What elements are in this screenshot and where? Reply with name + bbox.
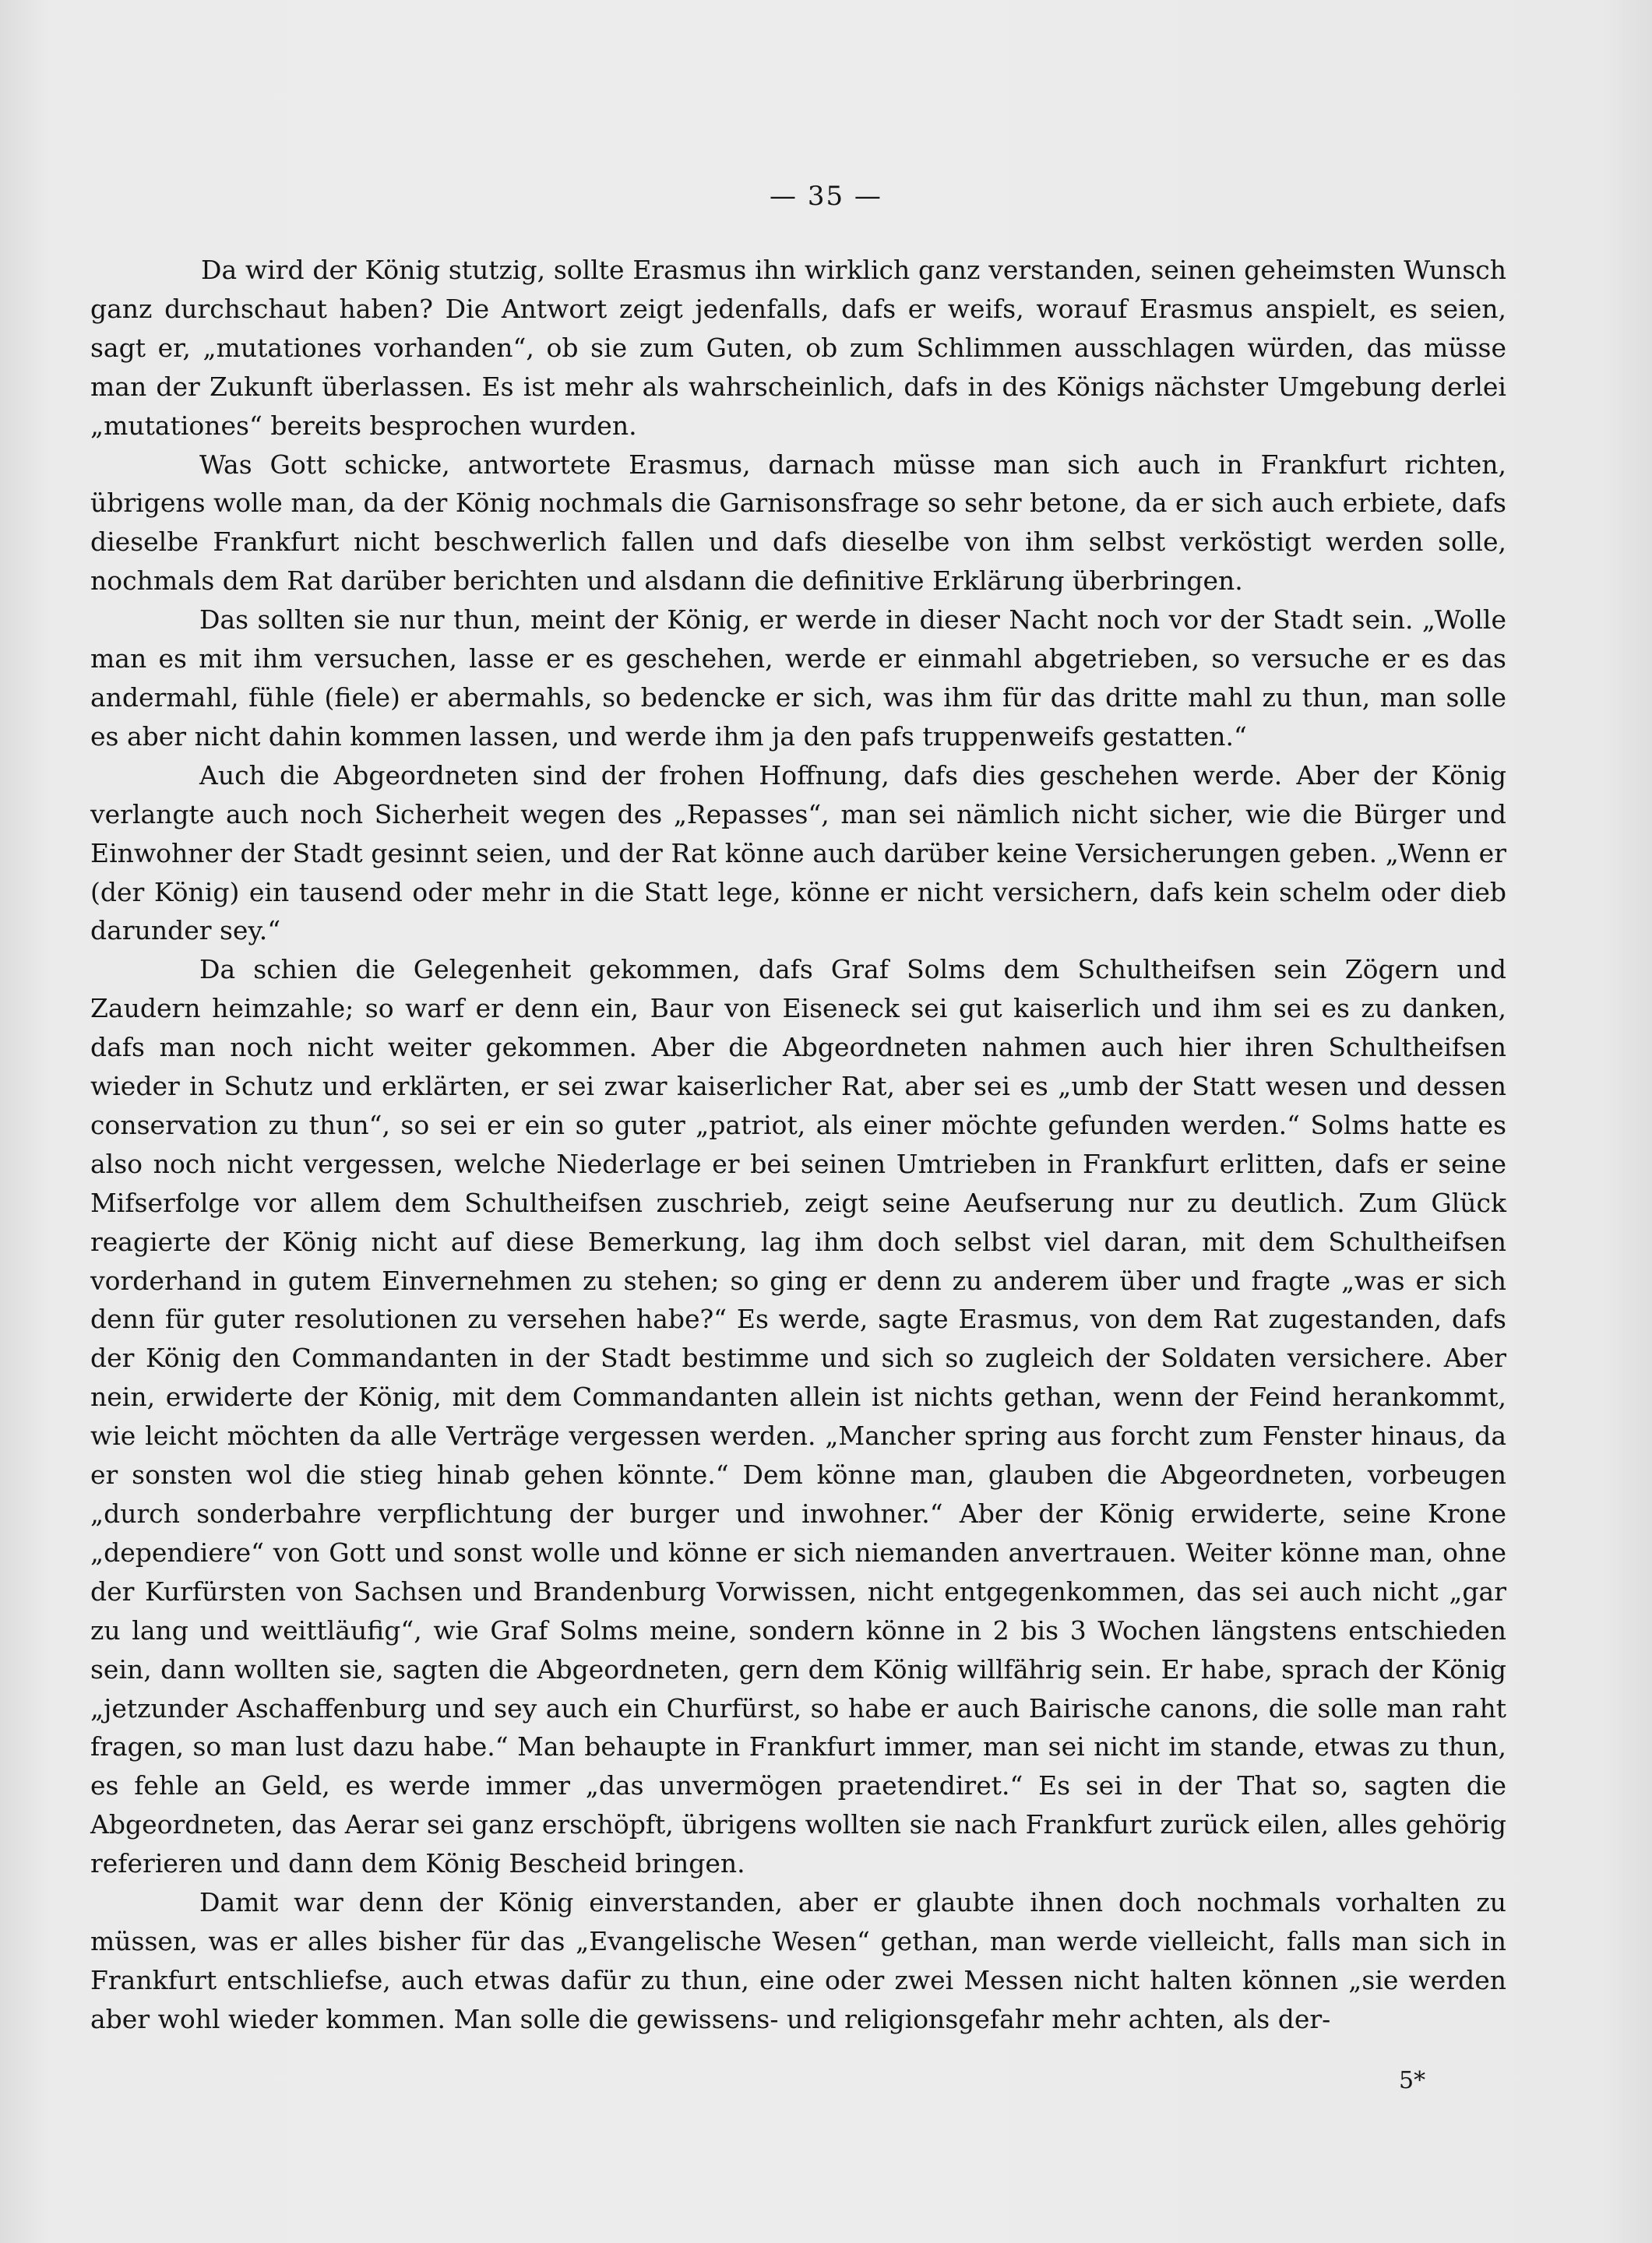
paragraph: Was Gott schicke, antwortete Erasmus, darnach müsse man sich auch in Frankfurt richten, übrigens wolle man, da der König nochmals die Garnisonsfrage so sehr betone, da er sich auch erbiete, dafs dieselbe Frankfurt nicht beschwerlich fallen und dafs dieselbe von ihm selbst verköstigt werden solle, nochmals dem Rat darüber berichten und alsdann die definitive Erklärung überbringen.: [90, 449, 1506, 597]
page-number: — 35 —: [770, 181, 882, 212]
paragraph: Da schien die Gelegenheit gekommen, dafs Graf Solms dem Schultheifsen sein Zögern und Zaudern heimzahle; so warf er denn ein, Baur von Eiseneck sei gut kaiserlich und ihm sei es zu danken, dafs man noch nicht weiter gekommen. Aber die Abgeordneten nahmen auch hier ihren Schultheifsen wieder in Schutz und erklärten, er sei zwar kaiserlicher Rat, aber sei es „umb der Statt wesen und dessen conservation zu thun“, so sei er ein so guter „patriot, als einer möchte gefunden werden.“ Solms hatte es also noch nicht vergessen, welche Niederlage er bei seinen Umtrieben in Frankfurt erlitten, dafs er seine Mifserfolge vor allem dem Schultheifsen zuschrieb, zeigt seine Aeufserung nur zu deutlich. Zum Glück reagierte der König nicht auf diese Bemerkung, lag ihm doch selbst viel daran, mit dem Schultheifsen vorderhand in gutem Einvernehmen zu stehen; so ging er denn zu anderem über und fragte „was er sich denn für guter resolutionen zu versehen habe?“ Es werde, sagte Erasmus, von dem Rat zugestanden, dafs der König den Commandanten in der Stadt bestimme und sich so zugleich der Soldaten versichere. Aber nein, erwiderte der König, mit dem Commandanten allein ist nichts gethan, wenn der Feind herankommt, wie leicht möchten da alle Verträge vergessen werden. „Mancher spring aus forcht zum Fenster hinaus, da er sonsten wol die stieg hinab gehen könnte.“ Dem könne man, glauben die Abgeordneten, vorbeugen „durch sonderbahre verpflichtung der burger und inwohner.“ Aber der König erwiderte, seine Krone „dependiere“ von Gott und sonst wolle und könne er sich niemanden anvertrauen. Weiter könne man, ohne der Kurfürsten von Sachsen und Brandenburg Vorwissen, nicht entgegenkommen, das sei auch nicht „gar zu lang und weittläufig“, wie Graf Solms meine, sondern könne in 2 bis 3 Wochen längstens entschieden sein, dann wollten sie, sagten die Abgeordneten, gern dem König willfährig sein. Er habe, sprach der König „jetzunder Aschaffenburg und sey auch ein Churfürst, so habe er auch Bairische canons, die solle man raht fragen, so man lust dazu habe.“ Man behaupte in Frankfurt immer, man sei nicht im stande, etwas zu thun, es fehle an Geld, es werde immer „das unvermögen praetendiret.“ Es sei in der That so, sagten die Abgeordneten, das Aerar sei ganz erschöpft, übrigens wollten sie nach Frankfurt zurück eilen, alles gehörig referieren und dann dem König Bescheid bringen.: [90, 954, 1506, 1879]
paragraph: Damit war denn der König einverstanden, aber er glaubte ihnen doch nochmals vorhalten zu müssen, was er alles bisher für das „Evangelische Wesen“ gethan, man werde vielleicht, falls man sich in Frankfurt entschliefse, auch etwas dafür zu thun, eine oder zwei Messen nicht halten können „sie werden aber wohl wieder kommen. Man solle die gewissens- und religionsgefahr mehr achten, als der-: [90, 1887, 1506, 2034]
paragraph: Das sollten sie nur thun, meint der König, er werde in dieser Nacht noch vor der Stadt sein. „Wolle man es mit ihm versuchen, lasse er es geschehen, werde er einmahl abgetrieben, so versuche er es das andermahl, fühle (fiele) er abermahls, so bedencke er sich, was ihm für das dritte mahl zu thun, man solle es aber nicht dahin kommen lassen, und werde ihm ja den pafs truppenweifs gestatten.“: [90, 604, 1506, 752]
paragraph: Da wird der König stutzig, sollte Erasmus ihn wirklich ganz verstanden, seinen geheimsten Wunsch ganz durchschaut haben? Die Antwort zeigt jedenfalls, dafs er weifs, worauf Erasmus anspielt, es seien, sagt er, „mutationes vorhanden“, ob sie zum Guten, ob zum Schlimmen ausschlagen würden, das müsse man der Zukunft überlassen. Es ist mehr als wahrscheinlich, dafs in des Königs nächster Umgebung derlei „mutationes“ bereits besprochen wurden.: [90, 255, 1506, 441]
paragraph: Auch die Abgeordneten sind der frohen Hoffnung, dafs dies geschehen werde. Aber der König verlangte auch noch Sicherheit wegen des „Repasses“, man sei nämlich nicht sicher, wie die Bürger und Einwohner der Stadt gesinnt seien, und der Rat könne auch darüber keine Versicherungen geben. „Wenn er (der König) ein tausend oder mehr in die Statt lege, könne er nicht versichern, dafs kein schelm oder dieb darunder sey.“: [90, 759, 1506, 946]
signature-mark: 5*: [1399, 2067, 1426, 2094]
body-text: [90, 251, 1506, 2039]
